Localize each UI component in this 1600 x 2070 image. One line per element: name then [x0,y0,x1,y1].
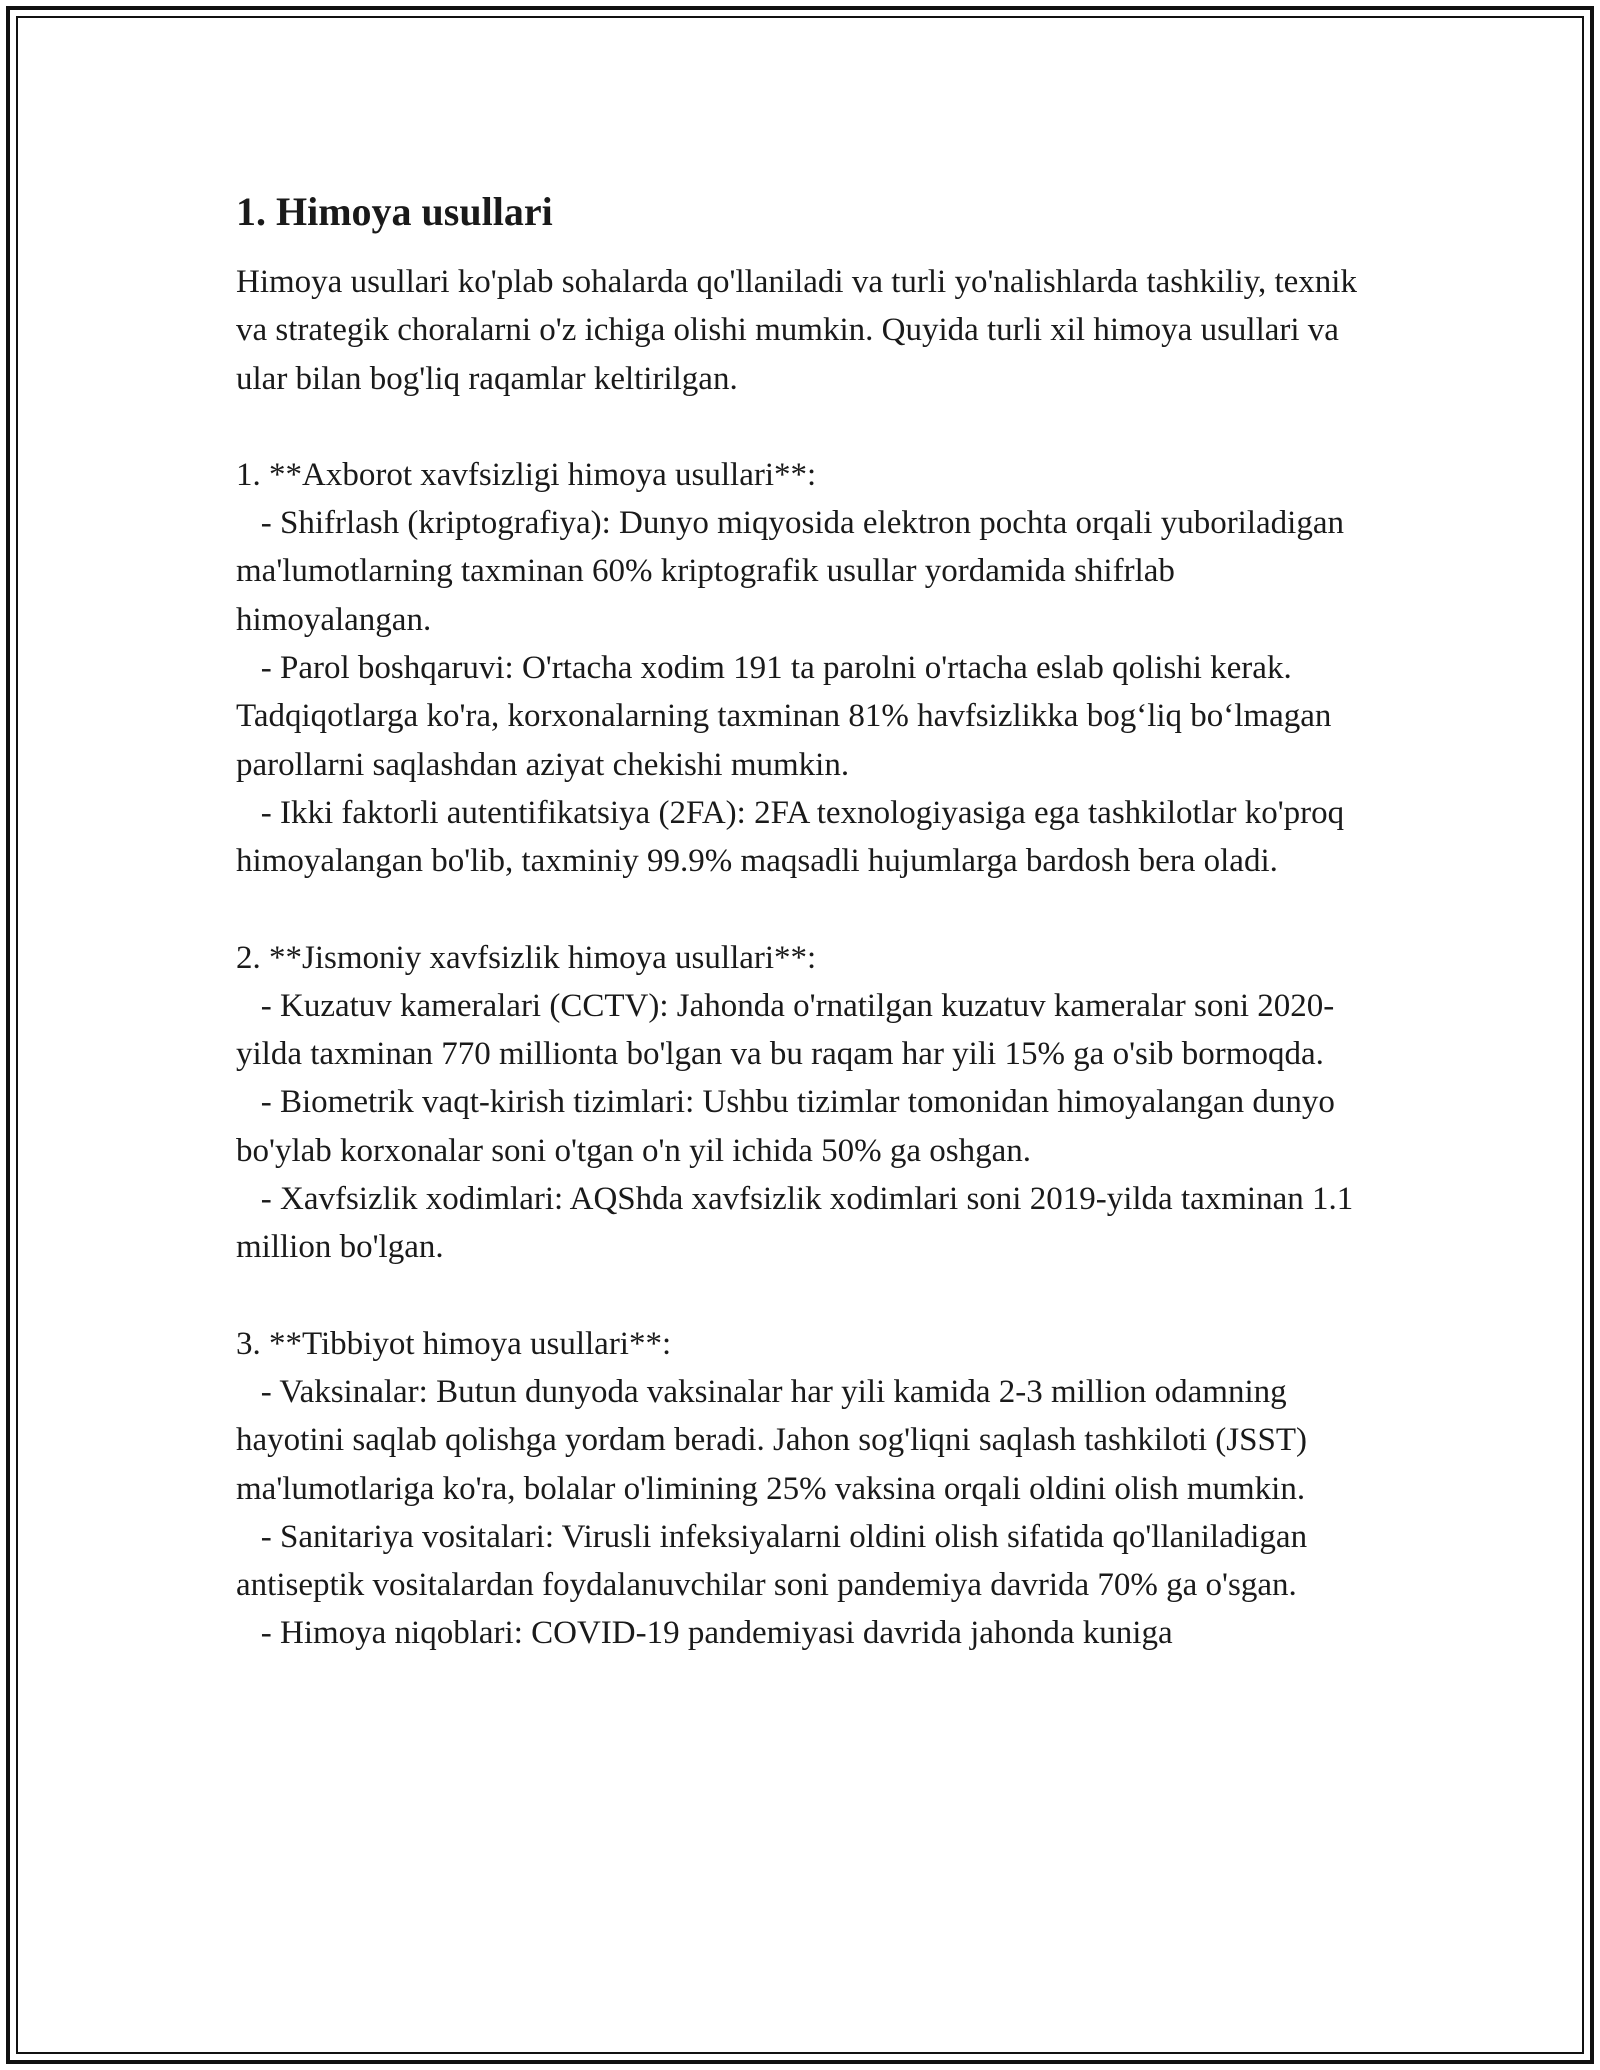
section-physical-security [236,934,1376,1272]
document-heading: 1. Himoya usullari [236,189,553,234]
intro-paragraph: Himoya usullari ko'plab sohalarda qo'llaniladi va turli yo'nalishlarda tashkiliy, texnik va strategik choralarni o'z ichiga olishi mumkin. Quyida turli xil himoya usullari va ular bilan bog'liq raqamlar keltirilgan. [236,264,1357,397]
list-item: - Vaksinalar: Butun dunyoda vaksinalar har yili kamida 2-3 million odamning hayotini saqlab qolishga yordam beradi. Jahon sog'liqni saqlash tashkiloti (JSST) ma'lumotlariga ko'ra, bolalar o'limining 25% vaksina orqali oldini olish mumkin. [236,1373,1316,1507]
list-item: - Ikki faktorli autentifikatsiya (2FA): 2FA texnologiyasiga ega tashkilotlar ko'proq himoyalangan bo'lib, taxminiy 99.9% maqsadli hujumlarga bardosh bera oladi. [236,794,1353,880]
section-title: 1. **Axborot xavfsizligi himoya usullari**: [236,456,817,493]
section-information-security [236,451,1376,886]
section-title: 3. **Tibbiyot himoya usullari**: [236,1325,672,1362]
section-medical-protection [236,1320,1376,1658]
list-item: - Himoya niqoblari: COVID-19 pandemiyasi davrida jahonda kuniga [236,1615,1173,1652]
list-item: - Shifrlash (kriptografiya): Dunyo miqyosida elektron pochta orqali yuboriladigan ma'lumotlarning taxminan 60% kriptografik usullar yordamida shifrlab himoyalangan. [236,505,1353,638]
list-item: - Xavfsizlik xodimlari: AQShda xavfsizlik xodimlari soni 2019-yilda taxminan 1.1 million bo'lgan. [236,1181,1362,1266]
list-item: - Kuzatuv kameralari (CCTV): Jahonda o'rnatilgan kuzatuv kameralar soni 2020-yilda taxminan 770 millionta bo'lgan va bu raqam har yili 15% ga o'sib bormoqda. [236,987,1335,1073]
list-item: - Parol boshqaruvi: O'rtacha xodim 191 ta parolni o'rtacha eslab qolishi kerak. Tadqiqotlarga ko'ra, korxonalarning taxminan 81% havfsizlikka bog‘liq bo‘lmagan parollarni saqlashdan aziyat chekishi mumkin. [236,650,1340,783]
list-item: - Sanitariya vositalari: Virusli infeksiyalarni oldini olish sifatida qo'llaniladigan antiseptik vositalardan foydalanuvchilar soni pandemiya davrida 70% ga o'sgan. [236,1518,1316,1604]
document-body [236,186,1376,1658]
list-item: - Biometrik vaqt-kirish tizimlari: Ushbu tizimlar tomonidan himoyalangan dunyo bo'ylab korxonalar soni o'tgan o'n yil ichida 50% ga oshgan. [236,1084,1344,1169]
section-title: 2. **Jismoniy xavfsizlik himoya usullari**: [236,939,817,976]
